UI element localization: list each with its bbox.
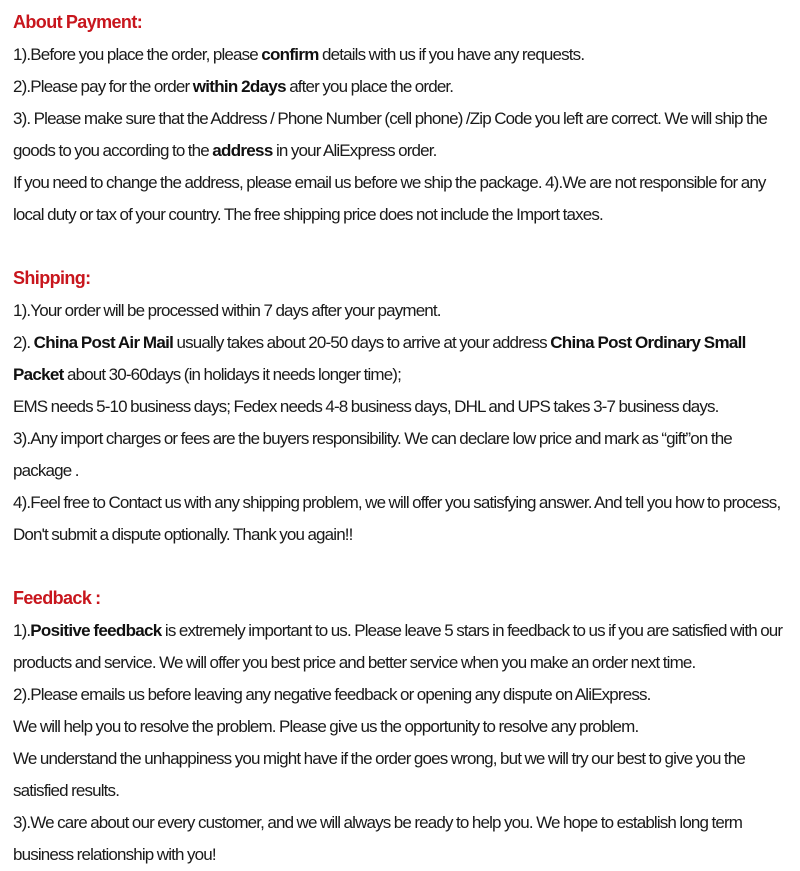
paragraph-text: If you need to change the address, please email us before we ship the package. 4).We are not responsible for any local duty or tax of your country. The free shipping price does not include the Import taxes. <box>13 173 766 224</box>
feedback-paragraphs <box>13 615 788 871</box>
emphasis-text: Positive feedback <box>30 621 162 640</box>
paragraph-text: 4).Feel free to Contact us with any shipping problem, we will offer you satisfying answer. And tell you how to process, Don't submit a dispute optionally. Thank you again!! <box>13 493 781 544</box>
paragraph-text: 1).Before you place the order, please <box>13 45 262 64</box>
emphasis-text: confirm <box>261 45 319 64</box>
paragraph <box>13 743 788 807</box>
paragraph-text: in your AliExpress order. <box>272 141 437 160</box>
paragraph <box>13 71 788 103</box>
emphasis-text: within 2days <box>192 77 286 96</box>
paragraph <box>13 39 788 71</box>
paragraph-text: 3).We care about our every customer, and we will always be ready to help you. We hope to establish long term business relationship with you! <box>13 813 743 864</box>
paragraph-text: is extremely important to us. Please leave 5 stars in feedback to us if you are satisfied with our products and service. We will offer you best price and better service when you make an order next time. <box>13 621 783 672</box>
paragraph-text: 2).Please emails us before leaving any negative feedback or opening any dispute on AliExpress. <box>13 685 651 704</box>
paragraph-text: usually takes about 20-50 days to arrive at your address <box>173 333 551 352</box>
paragraph-text: EMS needs 5-10 business days; Fedex needs 4-8 business days, DHL and UPS takes 3-7 business days. <box>13 397 719 416</box>
shipping-section <box>13 262 788 551</box>
feedback-section <box>13 582 788 871</box>
paragraph <box>13 615 788 679</box>
paragraph <box>13 487 788 551</box>
paragraph <box>13 423 788 487</box>
emphasis-text: address <box>212 141 273 160</box>
paragraph-text: 2).Please pay for the order <box>13 77 193 96</box>
emphasis-text: China Post Air Mail <box>33 333 174 352</box>
paragraph-text: 3). Please make sure that the Address / Phone Number (cell phone) /Zip Code you left are correct. We will ship the goods to you according to the <box>13 109 768 160</box>
paragraph-text: 2). <box>13 333 34 352</box>
paragraph <box>13 679 788 711</box>
paragraph <box>13 711 788 743</box>
paragraph-text: after you place the order. <box>285 77 454 96</box>
emphasis-text: China Post Ordinary Small Packet <box>13 333 746 384</box>
paragraph-text: 1). <box>13 621 31 640</box>
shipping-paragraphs <box>13 295 788 551</box>
shipping-heading: Shipping: <box>13 268 91 288</box>
payment-heading: About Payment: <box>13 12 143 32</box>
paragraph-text: We understand the unhappiness you might have if the order goes wrong, but we will try our best to give you the satisfied results. <box>13 749 746 800</box>
paragraph <box>13 295 788 327</box>
paragraph <box>13 103 788 167</box>
paragraph <box>13 167 788 231</box>
paragraph-text: details with us if you have any requests. <box>318 45 585 64</box>
paragraph-text: We will help you to resolve the problem. Please give us the opportunity to resolve any problem. <box>13 717 639 736</box>
paragraph-text: 3).Any import charges or fees are the buyers responsibility. We can declare low price and mark as “gift”on the package . <box>13 429 732 480</box>
paragraph <box>13 807 788 871</box>
payment-section <box>13 6 788 231</box>
paragraph <box>13 391 788 423</box>
paragraph <box>13 327 788 391</box>
feedback-heading: Feedback : <box>13 588 101 608</box>
payment-paragraphs <box>13 39 788 231</box>
paragraph-text: 1).Your order will be processed within 7 days after your payment. <box>13 301 441 320</box>
paragraph-text: about 30-60days (in holidays it needs longer time); <box>63 365 401 384</box>
